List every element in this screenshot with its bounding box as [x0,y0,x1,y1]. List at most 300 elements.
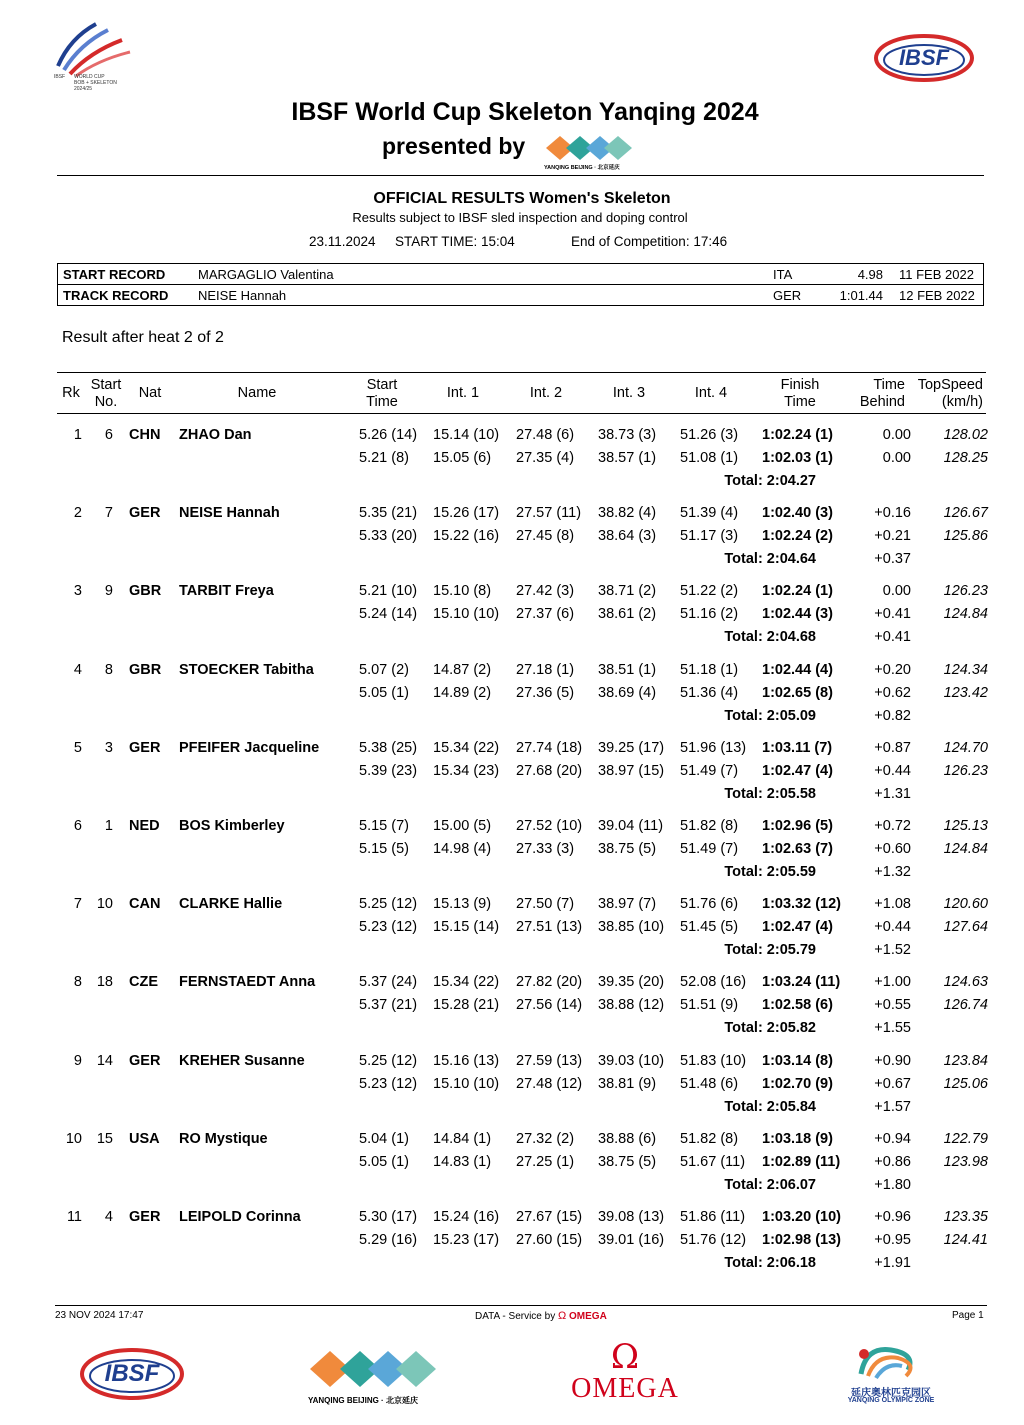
athlete-total-behind: +1.91 [874,1255,911,1271]
run-int1: 15.10 (10) [433,1076,500,1092]
run-int1: 14.84 (1) [433,1131,492,1147]
run-start-time: 5.25 (12) [359,896,418,912]
athlete-rank: 6 [73,818,82,834]
run-int2: 27.35 (4) [516,450,575,466]
athlete-start-no: 6 [104,427,113,443]
run-int2: 27.60 (15) [516,1232,583,1248]
run-finish-time: 1:03.11 (7) [762,740,833,756]
athlete-total: Total: 2:05.09 [724,708,816,724]
omega-small-text: OMEGA [569,1311,607,1322]
wc-logo-line: IBSF [54,74,66,80]
run-int2: 27.56 (14) [516,997,583,1013]
col-speed-line2: (km/h) [941,394,983,410]
run-start-time: 5.07 (2) [359,662,409,678]
run-top-speed: 125.86 [943,528,988,544]
run-top-speed: 124.41 [943,1232,988,1248]
col-start-no-line1: Start [90,377,122,393]
table-top-divider [57,372,986,373]
run-time-behind: +0.62 [874,685,911,701]
run-int1: 14.98 (4) [433,841,492,857]
athlete-start-no: 8 [104,662,113,678]
run-top-speed: 123.42 [943,685,988,701]
run-int4: 51.86 (11) [680,1209,746,1225]
run-int2: 27.82 (20) [516,974,583,990]
olympic-zone-cn: 延庆奥林匹克园区 [851,1388,931,1399]
run-int4: 51.08 (1) [680,450,739,466]
run-int2: 27.67 (15) [516,1209,583,1225]
athlete-nat: NED [129,818,160,834]
athlete-nat: GBR [129,583,162,599]
athlete-start-no: 1 [104,818,113,834]
omega-small-icon: Ω [558,1310,567,1322]
run-top-speed: 126.67 [943,505,988,521]
run-time-behind: 0.00 [882,450,911,466]
run-int4: 51.16 (2) [680,606,739,622]
run-int2: 27.37 (6) [516,606,575,622]
athlete-name: CLARKE Hallie [179,896,283,912]
athlete-nat: GER [129,505,161,521]
athlete-total-behind: +0.82 [874,708,911,724]
col-int3: Int. 3 [612,385,646,401]
run-int2: 27.18 (1) [516,662,575,678]
run-start-time: 5.05 (1) [359,1154,409,1170]
col-start-no [86,377,126,411]
athlete-total: Total: 2:05.84 [724,1099,816,1115]
run-finish-time: 1:02.63 (7) [762,841,833,857]
olympic-zone-logo [836,1340,946,1410]
athlete-total: Total: 2:06.18 [724,1255,816,1271]
col-rk: Rk [62,385,80,401]
col-finish-line1: Finish [780,377,820,393]
run-int1: 15.34 (22) [433,974,500,990]
run-int3: 39.01 (16) [598,1232,665,1248]
run-finish-time: 1:03.32 (12) [762,896,841,912]
run-int1: 14.87 (2) [433,662,492,678]
run-int4: 51.36 (4) [680,685,739,701]
run-time-behind: +0.96 [874,1209,911,1225]
run-start-time: 5.21 (10) [359,583,418,599]
athlete-rank: 4 [73,662,82,678]
athlete-rank: 5 [73,740,82,756]
run-start-time: 5.38 (25) [359,740,418,756]
col-behind-line1: Time [873,377,905,393]
athlete-total: Total: 2:05.58 [724,786,816,802]
yanqing-footer-text: YANQING BEIJING · 北京延庆 [308,1396,418,1405]
run-int1: 15.16 (13) [433,1053,500,1069]
run-top-speed: 126.23 [943,583,988,599]
run-int1: 15.05 (6) [433,450,492,466]
run-top-speed: 124.84 [943,606,988,622]
athlete-name: TARBIT Freya [179,583,274,599]
athlete-start-no: 14 [96,1053,113,1069]
run-top-speed: 124.63 [943,974,988,990]
athlete-nat: CAN [129,896,161,912]
athlete-total: Total: 2:04.68 [724,629,816,645]
athlete-name: STOECKER Tabitha [179,662,314,678]
heat-info: Result after heat 2 of 2 [62,329,224,346]
run-finish-time: 1:02.58 (6) [762,997,833,1013]
olympic-zone-en: YANQING OLYMPIC ZONE [847,1397,935,1404]
col-speed-line1: TopSpeed [917,377,983,393]
athlete-name: LEIPOLD Corinna [179,1209,301,1225]
run-int2: 27.42 (3) [516,583,575,599]
run-int3: 39.08 (13) [598,1209,665,1225]
ibsf-logo-header [872,30,976,86]
run-int4: 51.76 (12) [680,1232,747,1248]
run-int1: 15.23 (17) [433,1232,500,1248]
record-name: MARGAGLIO Valentina [198,267,334,282]
ibsf-footer-text: IBSF [104,1360,160,1387]
run-start-time: 5.15 (7) [359,818,409,834]
athlete-total: Total: 2:04.27 [724,473,816,489]
record-date: 11 FEB 2022 [899,267,974,282]
run-int2: 27.33 (3) [516,841,575,857]
run-time-behind: +0.87 [874,740,911,756]
athlete-start-no: 4 [104,1209,113,1225]
run-int4: 51.39 (4) [680,505,739,521]
record-date: 12 FEB 2022 [899,288,975,303]
run-int2: 27.50 (7) [516,896,575,912]
run-finish-time: 1:02.70 (9) [762,1076,833,1092]
record-label: TRACK RECORD [63,288,169,303]
run-start-time: 5.24 (14) [359,606,418,622]
run-finish-time: 1:03.14 (8) [762,1053,833,1069]
run-int3: 38.57 (1) [598,450,657,466]
athlete-rank: 2 [73,505,82,521]
run-int4: 51.45 (5) [680,919,739,935]
athlete-total-behind: +0.37 [874,551,911,567]
record-time: 4.98 [857,267,883,282]
athlete-total: Total: 2:05.79 [724,942,816,958]
run-int2: 27.36 (5) [516,685,575,701]
run-finish-time: 1:02.24 (1) [762,427,833,443]
run-int1: 15.10 (8) [433,583,492,599]
run-int3: 38.97 (15) [598,763,665,779]
record-nat: GER [773,288,802,303]
col-nat: Nat [138,385,162,401]
ibsf-logo-text: IBSF [898,45,950,70]
athlete-name: RO Mystique [179,1131,268,1147]
record-nat: ITA [773,267,793,282]
run-start-time: 5.37 (24) [359,974,418,990]
athlete-nat: GER [129,740,161,756]
run-int4: 51.82 (8) [680,1131,739,1147]
run-top-speed: 124.34 [943,662,988,678]
run-int3: 38.97 (7) [598,896,657,912]
run-int1: 15.00 (5) [433,818,492,834]
run-int3: 38.88 (6) [598,1131,657,1147]
athlete-start-no: 10 [96,896,113,912]
run-int2: 27.45 (8) [516,528,575,544]
athlete-rank: 10 [65,1131,82,1147]
run-top-speed: 124.84 [943,841,988,857]
wc-logo-line: BOB + SKELETON [74,80,117,86]
athlete-total-behind: +1.57 [874,1099,911,1115]
run-int1: 14.89 (2) [433,685,492,701]
athlete-total: Total: 2:04.64 [724,551,816,567]
run-start-time: 5.15 (5) [359,841,409,857]
athlete-nat: GER [129,1209,161,1225]
record-time: 1:01.44 [839,288,883,303]
run-int2: 27.59 (13) [516,1053,583,1069]
athlete-name: FERNSTAEDT Anna [179,974,316,990]
athlete-rank: 8 [73,974,82,990]
wc-logo-line: WORLD CUP [74,74,105,80]
athlete-total-behind: +1.31 [874,786,911,802]
run-top-speed: 125.13 [943,818,988,834]
run-start-time: 5.05 (1) [359,685,409,701]
run-int2: 27.68 (20) [516,763,583,779]
page-title: IBSF World Cup Skeleton Yanqing 2024 [291,98,759,126]
run-start-time: 5.30 (17) [359,1209,418,1225]
col-start-no-line2: No. [94,394,118,410]
run-int1: 15.34 (22) [433,740,500,756]
athlete-total-behind: +1.80 [874,1177,911,1193]
end-time: End of Competition: 17:46 [571,234,728,249]
run-top-speed: 127.64 [943,919,988,935]
run-time-behind: +0.72 [874,818,911,834]
run-top-speed: 123.35 [943,1209,988,1225]
run-int2: 27.25 (1) [516,1154,575,1170]
run-int4: 51.22 (2) [680,583,739,599]
run-start-time: 5.25 (12) [359,1053,418,1069]
footer-data-service [475,1310,607,1322]
run-finish-time: 1:02.44 (3) [762,606,833,622]
col-finish-line2: Time [784,394,816,410]
track-record-row [57,284,984,306]
run-finish-time: 1:02.40 (3) [762,505,833,521]
run-int3: 38.88 (12) [598,997,665,1013]
athlete-rank: 9 [73,1053,82,1069]
run-time-behind: +1.00 [874,974,911,990]
run-int3: 38.75 (5) [598,1154,657,1170]
athlete-nat: CZE [129,974,158,990]
ibsf-logo-footer [78,1345,186,1403]
run-int2: 27.57 (11) [516,505,582,521]
run-int3: 38.51 (1) [598,662,657,678]
run-time-behind: 0.00 [882,427,911,443]
athlete-total: Total: 2:06.07 [724,1177,816,1193]
header-divider [57,175,984,176]
run-int1: 15.22 (16) [433,528,500,544]
run-finish-time: 1:02.44 (4) [762,662,833,678]
run-int4: 52.08 (16) [680,974,747,990]
run-finish-time: 1:02.96 (5) [762,818,833,834]
athlete-start-no: 3 [104,740,113,756]
run-int1: 15.26 (17) [433,505,500,521]
run-int3: 38.69 (4) [598,685,657,701]
col-int2: Int. 2 [529,385,563,401]
athlete-total: Total: 2:05.59 [724,864,816,880]
run-time-behind: +0.44 [874,763,911,779]
run-top-speed: 128.25 [943,450,988,466]
run-finish-time: 1:02.89 (11) [762,1154,841,1170]
run-int3: 39.35 (20) [598,974,665,990]
run-int1: 15.14 (10) [433,427,500,443]
run-top-speed: 120.60 [943,896,988,912]
run-int3: 38.61 (2) [598,606,657,622]
athlete-name: KREHER Susanne [179,1053,305,1069]
omega-logo-footer [566,1337,684,1408]
athlete-nat: GBR [129,662,162,678]
run-int1: 15.34 (23) [433,763,500,779]
athlete-total-behind: +0.41 [874,629,911,645]
run-time-behind: +0.44 [874,919,911,935]
run-int3: 39.04 (11) [598,818,664,834]
run-time-behind: +1.08 [874,896,911,912]
run-int3: 38.75 (5) [598,841,657,857]
athlete-rank: 7 [73,896,82,912]
col-int4: Int. 4 [694,385,728,401]
col-top-speed [905,377,983,411]
omega-footer-text: OMEGA [571,1373,679,1404]
start-time: START TIME: 15:04 [395,234,515,249]
run-start-time: 5.26 (14) [359,427,418,443]
footer-timestamp: 23 NOV 2024 17:47 [55,1310,144,1321]
yanqing-logo-header [544,132,634,174]
wc-logo-line: 2024/25 [74,86,93,92]
run-int4: 51.18 (1) [680,662,739,678]
athlete-start-no: 15 [96,1131,113,1147]
athlete-total-behind: +1.32 [874,864,911,880]
run-top-speed: 125.06 [943,1076,988,1092]
athlete-nat: GER [129,1053,161,1069]
run-top-speed: 126.23 [943,763,988,779]
col-behind-line2: Behind [859,394,905,410]
col-int1: Int. 1 [446,385,480,401]
start-record-row [57,263,984,285]
results-title: OFFICIAL RESULTS Women's Skeleton [373,190,671,207]
athlete-start-no: 18 [96,974,113,990]
run-top-speed: 123.84 [943,1053,988,1069]
athlete-start-no: 9 [104,583,113,599]
athlete-total: Total: 2:05.82 [724,1020,816,1036]
run-finish-time: 1:02.03 (1) [762,450,833,466]
run-finish-time: 1:02.98 (13) [762,1232,841,1248]
run-int1: 15.24 (16) [433,1209,500,1225]
run-int2: 27.51 (13) [516,919,583,935]
run-int1: 15.15 (14) [433,919,500,935]
run-start-time: 5.39 (23) [359,763,418,779]
yanqing-logo-footer [306,1345,440,1407]
run-time-behind: +0.60 [874,841,911,857]
run-start-time: 5.23 (12) [359,1076,418,1092]
run-top-speed: 126.74 [943,997,988,1013]
athlete-start-no: 7 [104,505,113,521]
run-start-time: 5.33 (20) [359,528,418,544]
run-int3: 38.71 (2) [598,583,657,599]
run-int3: 38.82 (4) [598,505,657,521]
run-time-behind: +0.41 [874,606,911,622]
run-int3: 39.25 (17) [598,740,665,756]
run-top-speed: 123.98 [943,1154,988,1170]
run-int3: 39.03 (10) [598,1053,665,1069]
run-int3: 38.73 (3) [598,427,657,443]
run-start-time: 5.23 (12) [359,919,418,935]
col-name: Name [237,385,277,401]
run-int2: 27.52 (10) [516,818,583,834]
run-finish-time: 1:03.18 (9) [762,1131,833,1147]
run-int4: 51.96 (13) [680,740,747,756]
col-finish-time [765,377,835,411]
col-start-time [352,377,412,411]
run-time-behind: +0.21 [874,528,911,544]
athlete-name: BOS Kimberley [179,818,285,834]
run-start-time: 5.35 (21) [359,505,418,521]
run-int4: 51.76 (6) [680,896,739,912]
omega-symbol-icon: Ω [610,1337,640,1377]
run-int3: 38.85 (10) [598,919,665,935]
run-start-time: 5.29 (16) [359,1232,418,1248]
run-time-behind: 0.00 [882,583,911,599]
run-int4: 51.83 (10) [680,1053,747,1069]
run-time-behind: +0.95 [874,1232,911,1248]
run-int1: 15.13 (9) [433,896,492,912]
run-finish-time: 1:02.65 (8) [762,685,833,701]
run-int4: 51.82 (8) [680,818,739,834]
yanqing-logo-text: YANQING BEIJING · 北京延庆 [544,165,620,171]
record-label: START RECORD [63,267,166,282]
run-finish-time: 1:03.24 (11) [762,974,841,990]
run-int2: 27.74 (18) [516,740,583,756]
run-finish-time: 1:02.24 (1) [762,583,833,599]
page-number: Page 1 [952,1310,984,1321]
athlete-rank: 11 [66,1209,82,1225]
run-int2: 27.48 (12) [516,1076,583,1092]
run-int3: 38.64 (3) [598,528,657,544]
athlete-total-behind: +1.55 [874,1020,911,1036]
run-finish-time: 1:03.20 (10) [762,1209,841,1225]
run-time-behind: +0.86 [874,1154,911,1170]
run-top-speed: 124.70 [943,740,988,756]
col-time-behind [840,377,905,411]
athlete-rank: 1 [73,427,82,443]
run-time-behind: +0.94 [874,1131,911,1147]
run-time-behind: +0.90 [874,1053,911,1069]
athlete-rank: 3 [73,583,82,599]
table-header-divider [57,413,986,414]
run-finish-time: 1:02.47 (4) [762,919,833,935]
col-start-time-line2: Time [366,394,398,410]
athlete-name: PFEIFER Jacqueline [179,740,320,756]
run-int4: 51.51 (9) [680,997,739,1013]
run-int2: 27.48 (6) [516,427,575,443]
run-time-behind: +0.20 [874,662,911,678]
run-start-time: 5.21 (8) [359,450,409,466]
athlete-nat: USA [129,1131,160,1147]
record-name: NEISE Hannah [198,288,287,303]
competition-date: 23.11.2024 [309,234,376,249]
col-start-time-line1: Start [366,377,398,393]
presented-by-label: presented by [382,133,526,159]
run-int1: 15.28 (21) [433,997,500,1013]
run-finish-time: 1:02.47 (4) [762,763,833,779]
run-time-behind: +0.16 [874,505,911,521]
athlete-name: ZHAO Dan [179,427,252,443]
run-int4: 51.49 (7) [680,841,739,857]
athlete-nat: CHN [129,427,161,443]
run-int4: 51.48 (6) [680,1076,739,1092]
run-top-speed: 122.79 [943,1131,988,1147]
data-service-label: DATA - Service by [475,1311,556,1322]
run-time-behind: +0.55 [874,997,911,1013]
run-int1: 14.83 (1) [433,1154,492,1170]
run-int1: 15.10 (10) [433,606,500,622]
run-top-speed: 128.02 [943,427,988,443]
run-int4: 51.17 (3) [680,528,739,544]
athlete-total-behind: +1.52 [874,942,911,958]
run-start-time: 5.04 (1) [359,1131,409,1147]
